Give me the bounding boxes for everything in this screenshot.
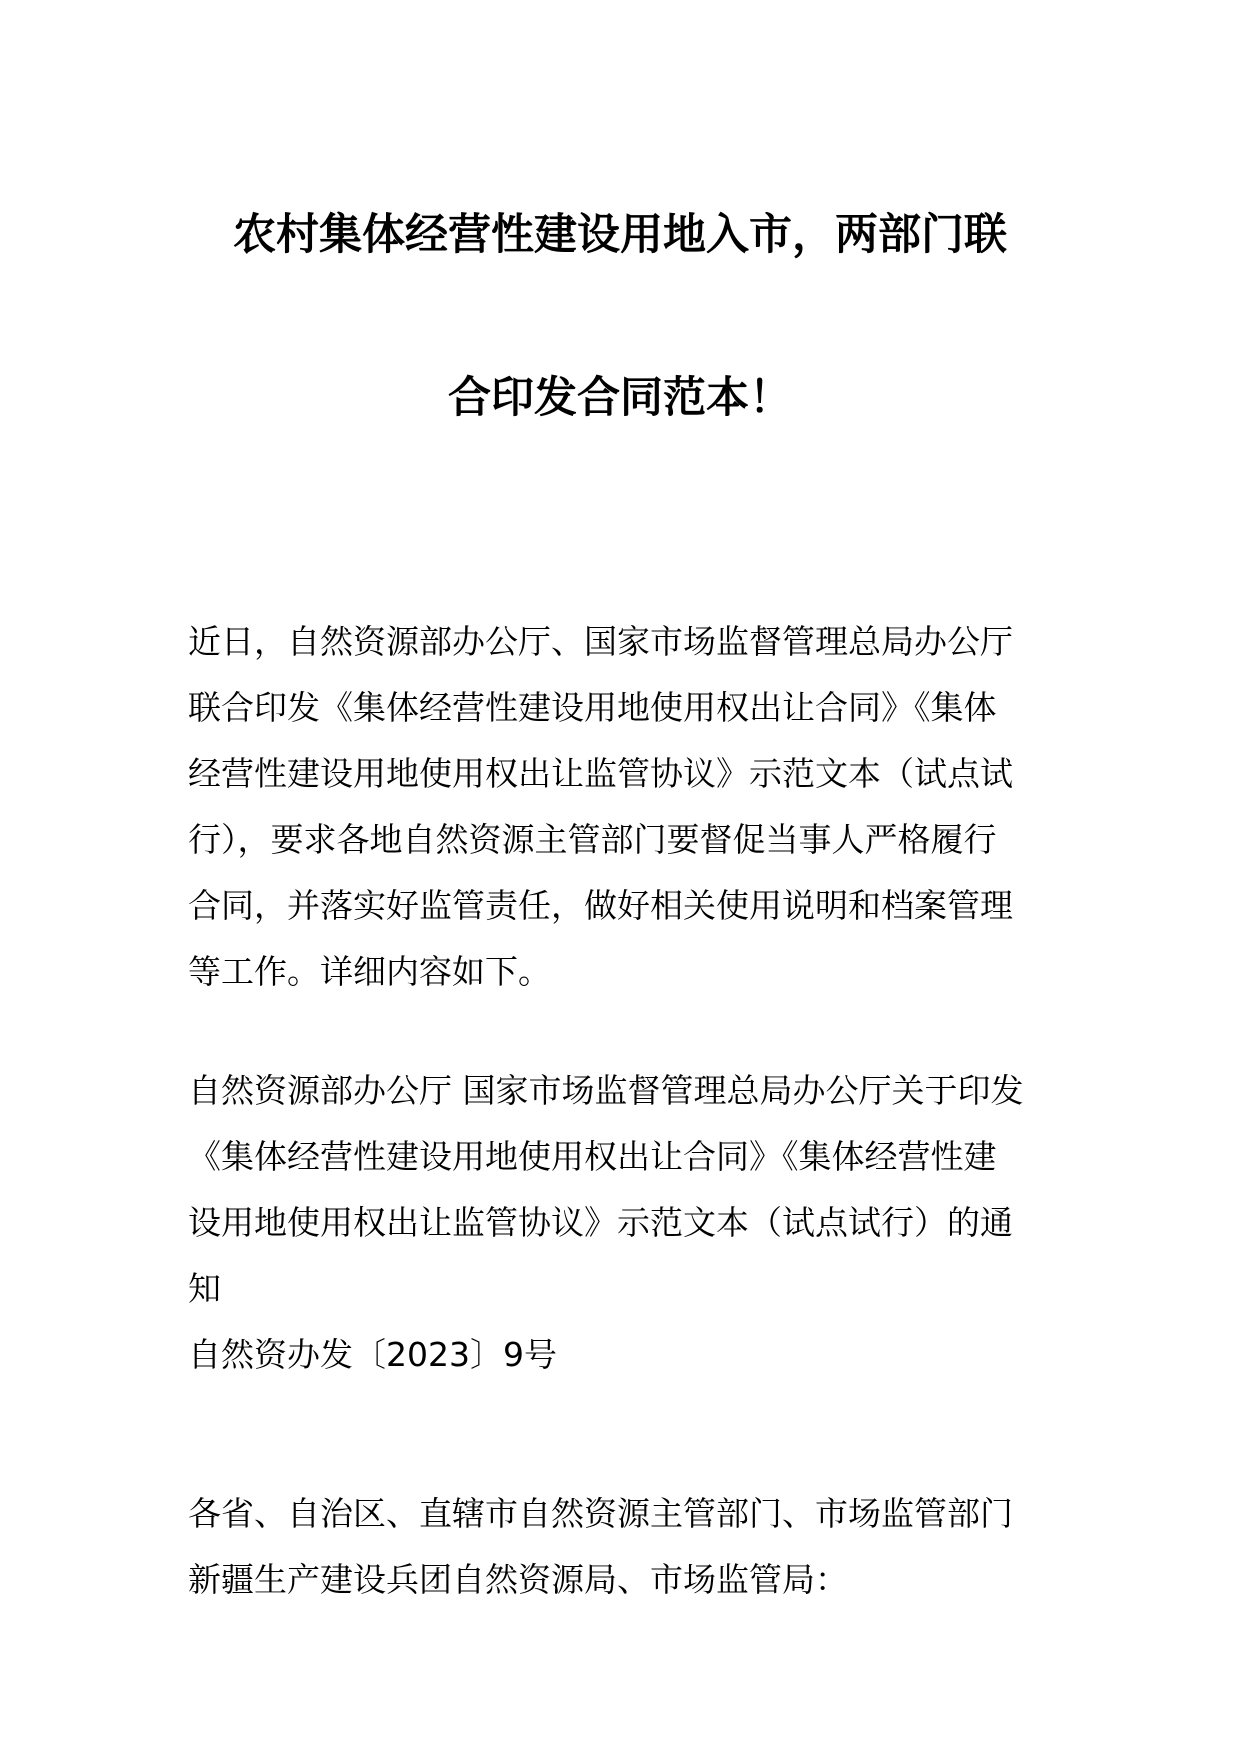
document-title-line-2: 合印发合同范本！	[448, 373, 792, 423]
notice-title-block	[188, 1058, 1054, 1388]
notice-title-line: 设用地使用权出让监管协议》示范文本（试点试行）的通	[188, 1203, 1013, 1242]
intro-line: 等工作。详细内容如下。	[188, 952, 551, 991]
addressee-block	[188, 1481, 1054, 1613]
notice-title-line: 《集体经营性建设用地使用权出让合同》《集体经营性建	[188, 1137, 997, 1176]
intro-line: 合同，并落实好监管责任，做好相关使用说明和档案管理	[188, 886, 1013, 925]
intro-line: 近日，自然资源部办公厅、国家市场监督管理总局办公厅	[188, 622, 1013, 661]
addressee-line: 新疆生产建设兵团自然资源局、市场监管局：	[188, 1560, 848, 1599]
document-number: 自然资办发〔2023〕9号	[188, 1335, 557, 1374]
intro-line: 经营性建设用地使用权出让监管协议》示范文本（试点试	[188, 754, 1013, 793]
addressee-line: 各省、自治区、直辖市自然资源主管部门、市场监管部门	[188, 1494, 1013, 1533]
intro-line: 联合印发《集体经营性建设用地使用权出让合同》《集体	[188, 688, 997, 727]
notice-title-line: 自然资源部办公厅 国家市场监督管理总局办公厅关于印发	[188, 1071, 1024, 1110]
document-title-line-1: 农村集体经营性建设用地入市，两部门联	[233, 210, 1007, 260]
notice-title-line: 知	[188, 1269, 221, 1308]
intro-line: 行），要求各地自然资源主管部门要督促当事人严格履行	[188, 820, 997, 859]
intro-paragraph	[188, 609, 1054, 1005]
